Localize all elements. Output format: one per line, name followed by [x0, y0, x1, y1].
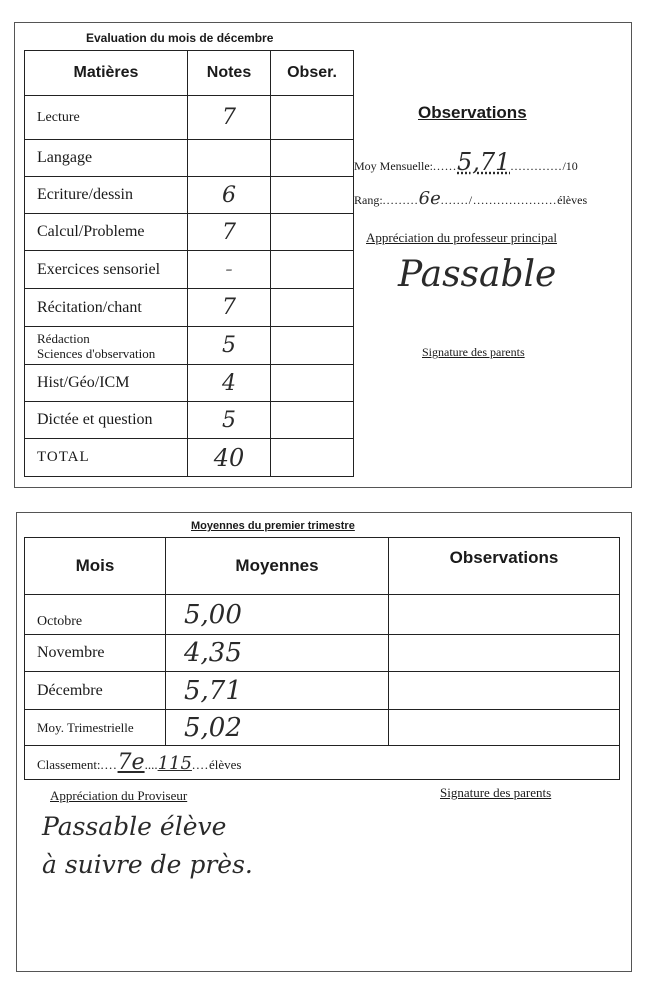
note-cell: 40	[188, 439, 271, 477]
obs-cell	[271, 140, 354, 177]
obs-cell	[271, 177, 354, 214]
rang-suffix: élèves	[557, 193, 588, 207]
classement-label: Classement:	[37, 757, 101, 772]
mois-cell: Décembre	[25, 672, 166, 710]
table-row	[25, 672, 620, 710]
header-moyennes: Moyennes	[166, 538, 389, 595]
header-mois: Mois	[25, 538, 166, 595]
table-row	[25, 402, 354, 439]
table-row	[25, 140, 354, 177]
proviseur-appreciation-line2: à suivre de près.	[42, 850, 253, 879]
classement-cell: Classement:....7e....115....élèves	[25, 746, 620, 780]
obs-cell	[271, 365, 354, 402]
subject-cell: Exercices sensoriel	[25, 251, 188, 289]
note-cell: 4	[188, 365, 271, 402]
note-cell	[188, 140, 271, 177]
obs-cell	[271, 327, 354, 365]
rang-value: 6e	[418, 188, 441, 209]
subject-cell: Langage	[25, 140, 188, 177]
header-obs: Obser.	[271, 51, 354, 96]
obs-cell	[271, 96, 354, 140]
obs-cell	[389, 672, 620, 710]
obs-cell	[271, 289, 354, 327]
proviseur-appreciation-line1: Passable élève	[42, 812, 227, 841]
subject-cell: Calcul/Probleme	[25, 214, 188, 251]
note-cell: 7	[188, 96, 271, 140]
subject-line1: Rédaction	[37, 330, 90, 346]
header-matieres: Matières	[25, 51, 188, 96]
subject-cell: Hist/Géo/ICM	[25, 365, 188, 402]
table-row	[25, 214, 354, 251]
subject-cell: Ecriture/dessin	[25, 177, 188, 214]
classement-row	[25, 746, 620, 780]
moy-max: /10	[562, 159, 578, 173]
note-cell: -	[188, 251, 271, 289]
table-row	[25, 251, 354, 289]
note-cell: 7	[188, 214, 271, 251]
subject-cell: Récitation/chant	[25, 289, 188, 327]
moy-label: Moy Mensuelle:	[354, 159, 433, 173]
obs-cell	[389, 635, 620, 672]
signature-parents-top: Signature des parents	[422, 345, 525, 359]
subject-cell: TOTAL	[25, 439, 188, 477]
moyenne-cell: 4,35	[166, 635, 389, 672]
table-row	[25, 635, 620, 672]
table-row	[25, 289, 354, 327]
note-cell: 5	[188, 327, 271, 365]
note-cell: 6	[188, 177, 271, 214]
classement-suffix: élèves	[208, 757, 242, 772]
obs-cell	[389, 710, 620, 746]
moyenne-cell: 5,02	[166, 710, 389, 746]
header-observations: Observations	[389, 538, 620, 595]
classement-value: 7e	[117, 750, 145, 775]
prof-appreciation-value: Passable	[398, 254, 557, 295]
observations-title: Observations	[418, 103, 527, 122]
obs-cell	[271, 251, 354, 289]
note-cell: 7	[188, 289, 271, 327]
obs-cell	[271, 402, 354, 439]
header-notes: Notes	[188, 51, 271, 96]
mois-cell: Moy. Trimestrielle	[25, 710, 166, 746]
obs-cell	[271, 214, 354, 251]
table-row	[25, 365, 354, 402]
table-row	[25, 710, 620, 746]
mois-cell: Novembre	[25, 635, 166, 672]
trimestre-table	[24, 537, 620, 780]
trimestre-title: Moyennes du premier trimestre	[191, 520, 355, 532]
subject-cell-double	[25, 327, 188, 365]
eval-table	[24, 50, 354, 477]
rang-row: Rang:.........6e......./.....................élèves	[354, 188, 588, 209]
table-row	[25, 595, 620, 635]
classement-total: 115	[157, 753, 192, 774]
moy-mensuelle-row: Moy Mensuelle:......5,71............./10	[354, 148, 578, 176]
table-row	[25, 96, 354, 140]
moy-value: 5,71	[457, 148, 511, 176]
proviseur-appreciation-label: Appréciation du Proviseur	[50, 788, 188, 803]
moyenne-cell: 5,00	[166, 595, 389, 635]
table-row	[25, 327, 354, 365]
moyenne-cell: 5,71	[166, 672, 389, 710]
prof-appreciation-label: Appréciation du professeur principal	[366, 230, 557, 245]
obs-cell	[389, 595, 620, 635]
subject-cell: Lecture	[25, 96, 188, 140]
obs-cell	[271, 439, 354, 477]
signature-parents-bottom: Signature des parents	[440, 785, 552, 800]
subject-cell: Dictée et question	[25, 402, 188, 439]
mois-cell: Octobre	[25, 595, 166, 635]
table-row	[25, 439, 354, 477]
table-row	[25, 177, 354, 214]
rang-label: Rang:	[354, 193, 383, 207]
note-cell: 5	[188, 402, 271, 439]
subject-line2: Sciences d'observation	[37, 345, 156, 361]
eval-title: Evaluation du mois de décembre	[86, 31, 274, 45]
